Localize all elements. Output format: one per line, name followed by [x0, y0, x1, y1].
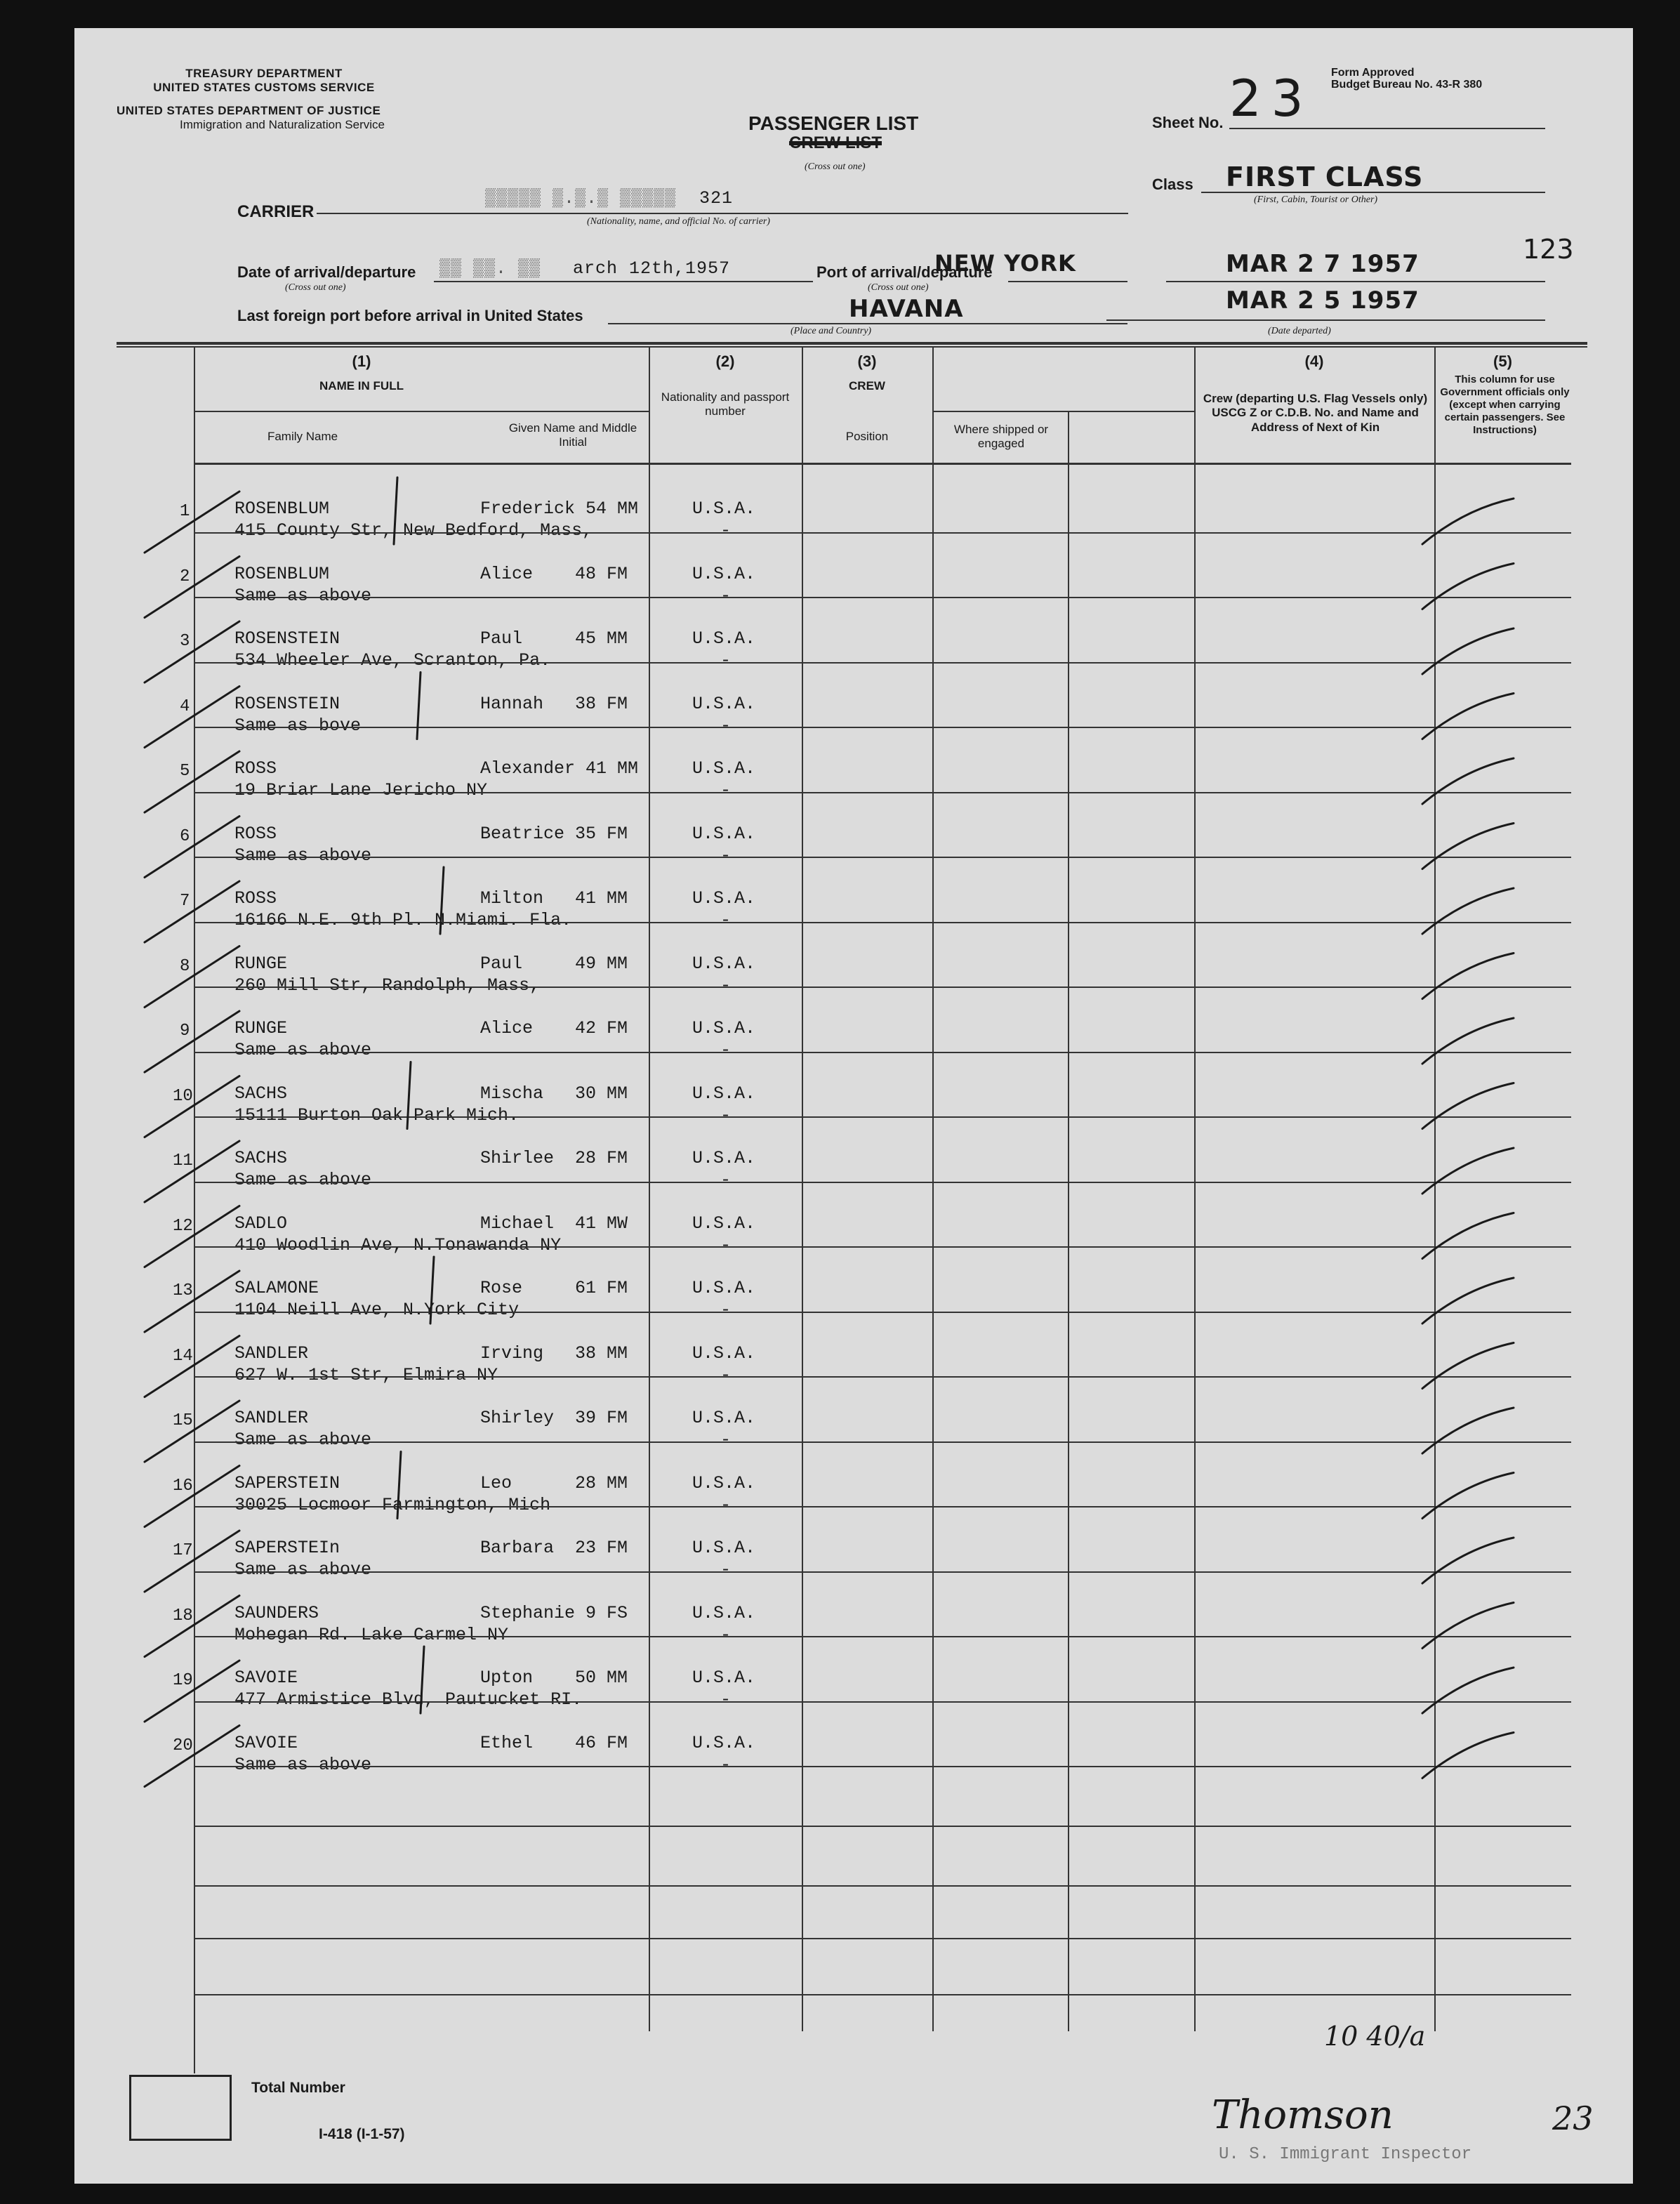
- row-number: 3: [180, 632, 190, 651]
- col1b-given-name: Given Name and Middle Initial: [508, 421, 637, 449]
- given-name-age-sex: Irving 38 MM: [480, 1342, 628, 1364]
- passport-dash: -: [720, 1689, 732, 1710]
- agency-line-3: UNITED STATES DEPARTMENT OF JUSTICE: [117, 104, 381, 117]
- nationality: U.S.A.: [692, 628, 756, 649]
- passport-dash: -: [720, 1624, 732, 1645]
- check-icon: [1422, 1733, 1514, 1779]
- given-name-age-sex: Milton 41 MM: [480, 888, 628, 909]
- nationality: U.S.A.: [692, 758, 756, 779]
- agency-line-4: Immigration and Naturalization Service: [180, 118, 385, 131]
- col3-number: (3): [857, 352, 877, 370]
- address: 627 W. 1st Str, Elmira NY: [234, 1364, 498, 1385]
- nationality: U.S.A.: [692, 1472, 756, 1493]
- form-number: I-418 (I-1-57): [319, 2126, 405, 2142]
- row-number: 8: [180, 956, 190, 976]
- col5-title: This column for use Government officials only (except when carrying certain passengers. See Instructions): [1440, 374, 1570, 436]
- given-name-age-sex: Frederick 54 MM: [480, 499, 639, 519]
- address: 16166 N.E. 9th Pl. N.Miami. Fla.: [234, 910, 572, 930]
- row-tick-mark: [145, 817, 239, 878]
- row-number: 15: [173, 1411, 193, 1430]
- divider-stroke: [394, 477, 397, 544]
- date-label: Date of arrival/departure: [237, 263, 416, 281]
- col2-title: Nationality and passport number: [661, 390, 790, 418]
- row-tick-mark: [145, 1401, 239, 1462]
- nationality: U.S.A.: [692, 563, 756, 584]
- given-name-age-sex: Leo 28 MM: [480, 1472, 628, 1493]
- row-number: 9: [180, 1022, 190, 1041]
- divider-stroke: [407, 1062, 411, 1129]
- row-tick-mark: [145, 1661, 239, 1722]
- given-name-age-sex: Michael 41 MW: [480, 1213, 628, 1234]
- nationality: U.S.A.: [692, 693, 756, 714]
- given-name-age-sex: Alexander 41 MM: [480, 758, 639, 779]
- family-name: SAVOIE: [234, 1732, 298, 1753]
- arrival-date: MAR 2 7 1957: [1226, 250, 1420, 278]
- col4-title: Crew (departing U.S. Flag Vessels only) USCG Z or C.D.B. No. and Name and Address of Next of Kin: [1203, 392, 1428, 434]
- row-number: 13: [173, 1281, 193, 1300]
- form-title-struck: CREW LIST: [789, 133, 882, 152]
- address: Same as above: [234, 1170, 372, 1190]
- address: Mohegan Rd. Lake Carmel NY: [234, 1624, 509, 1645]
- col5-number: (5): [1493, 352, 1512, 370]
- nationality: U.S.A.: [692, 1342, 756, 1364]
- check-icon: [1422, 1018, 1514, 1064]
- col2-number: (2): [715, 352, 735, 370]
- row-number: 12: [173, 1216, 193, 1236]
- check-icon: [1422, 628, 1514, 674]
- passport-dash: -: [720, 1430, 732, 1450]
- nationality: U.S.A.: [692, 1278, 756, 1298]
- handwriting-overlay: [74, 28, 1633, 2184]
- given-name-age-sex: Rose 61 FM: [480, 1278, 628, 1298]
- passport-dash: -: [720, 650, 732, 671]
- carrier-value: 321: [699, 188, 734, 209]
- row-tick-mark: [145, 1336, 239, 1397]
- check-icon: [1422, 1278, 1514, 1324]
- form-title: PASSENGER LIST: [748, 112, 919, 134]
- passport-dash: -: [720, 1559, 732, 1580]
- given-name-age-sex: Shirley 39 FM: [480, 1408, 628, 1428]
- carrier-label: CARRIER: [237, 202, 315, 221]
- passport-dash: -: [720, 780, 732, 800]
- departed-date: MAR 2 5 1957: [1226, 286, 1420, 315]
- row-tick-mark: [145, 1076, 239, 1137]
- passport-dash: -: [720, 1170, 732, 1190]
- row-tick-mark: [145, 1011, 239, 1072]
- address: Same as above: [234, 1559, 372, 1580]
- port-label: Port of arrival/departure: [816, 263, 993, 281]
- given-name-age-sex: Paul 45 MM: [480, 628, 628, 649]
- given-name-age-sex: Beatrice 35 FM: [480, 823, 628, 844]
- family-name: ROSENSTEIN: [234, 628, 340, 649]
- nationality: U.S.A.: [692, 499, 756, 519]
- cross-out-hint: (Cross out one): [805, 161, 866, 172]
- place-hint: (Place and Country): [791, 326, 872, 336]
- corner-note: 23: [1552, 2099, 1594, 2137]
- family-name: SANDLER: [234, 1342, 309, 1364]
- row-tick-mark: [145, 557, 239, 618]
- row-number: 7: [180, 892, 190, 911]
- check-icon: [1422, 1343, 1514, 1389]
- row-number: 2: [180, 567, 190, 586]
- nationality: U.S.A.: [692, 1602, 756, 1623]
- family-name: SACHS: [234, 1083, 288, 1104]
- address: 260 Mill Str, Randolph, Mass,: [234, 975, 541, 996]
- family-name: SALAMONE: [234, 1278, 319, 1298]
- sheet-label: Sheet No.: [1152, 114, 1224, 131]
- row-tick-mark: [145, 1596, 239, 1657]
- col1-title: NAME IN FULL: [319, 379, 404, 392]
- family-name: SAPERSTEIn: [234, 1538, 340, 1558]
- divider-stroke: [397, 1452, 401, 1519]
- class-label: Class: [1152, 176, 1193, 193]
- total-number-label: Total Number: [251, 2080, 345, 2096]
- address: Same as above: [234, 845, 372, 866]
- passport-dash: -: [720, 520, 732, 541]
- page-number: 123: [1523, 234, 1574, 265]
- address: 410 Woodlin Ave, N.Tonawanda NY: [234, 1234, 562, 1255]
- row-tick-mark: [145, 491, 239, 553]
- divider-stroke: [440, 867, 444, 934]
- sheet-number: 23: [1229, 69, 1314, 128]
- family-name: ROSS: [234, 823, 277, 844]
- carrier-redacted: ▒▒▒▒▒ ▒.▒.▒ ▒▒▒▒▒: [485, 188, 677, 209]
- address: Same as above: [234, 1754, 372, 1775]
- check-icon: [1422, 564, 1514, 609]
- check-icon: [1422, 499, 1514, 544]
- row-number: 11: [173, 1152, 193, 1170]
- address: 30025 Locmoor Farmington, Mich: [234, 1494, 551, 1515]
- col1-number: (1): [352, 352, 371, 370]
- row-number: 4: [180, 697, 190, 716]
- check-icon: [1422, 1408, 1514, 1453]
- nationality: U.S.A.: [692, 1018, 756, 1038]
- port-value: NEW YORK: [934, 250, 1076, 277]
- family-name: RUNGE: [234, 953, 288, 974]
- check-icon: [1422, 1668, 1514, 1713]
- col3a-position: Position: [845, 430, 889, 443]
- row-tick-mark: [145, 687, 239, 748]
- count-note: 10 40/a: [1324, 2021, 1426, 2052]
- check-icon: [1422, 1148, 1514, 1194]
- nationality: U.S.A.: [692, 1148, 756, 1168]
- given-name-age-sex: Alice 42 FM: [480, 1018, 628, 1038]
- given-name-age-sex: Alice 48 FM: [480, 563, 628, 584]
- passenger-list-form: [74, 28, 1633, 2184]
- family-name: ROSS: [234, 888, 277, 909]
- last-port-label: Last foreign port before arrival in United States: [237, 307, 583, 324]
- port-cross-hint: (Cross out one): [868, 282, 929, 293]
- passport-dash: -: [720, 1754, 732, 1775]
- family-name: SAUNDERS: [234, 1602, 319, 1623]
- family-name: ROSS: [234, 758, 277, 779]
- given-name-age-sex: Stephanie 9 FS: [480, 1602, 628, 1623]
- given-name-age-sex: Paul 49 MM: [480, 953, 628, 974]
- col3-title: CREW: [849, 379, 885, 392]
- nationality: U.S.A.: [692, 1732, 756, 1753]
- agency-line-1: TREASURY DEPARTMENT: [185, 67, 343, 80]
- given-name-age-sex: Upton 50 MM: [480, 1668, 628, 1688]
- address: Same as above: [234, 1040, 372, 1060]
- check-icon: [1422, 1603, 1514, 1649]
- nationality: U.S.A.: [692, 1538, 756, 1558]
- divider-stroke: [417, 673, 421, 739]
- family-name: SADLO: [234, 1213, 288, 1234]
- passport-dash: -: [720, 715, 732, 736]
- family-name: SAPERSTEIN: [234, 1472, 340, 1493]
- family-name: SANDLER: [234, 1408, 309, 1428]
- address: Same as bove: [234, 715, 362, 736]
- check-icon: [1422, 694, 1514, 739]
- address: 1104 Neill Ave, N.York City: [234, 1300, 520, 1320]
- row-tick-mark: [145, 1466, 239, 1527]
- passport-dash: -: [720, 1494, 732, 1515]
- nationality: U.S.A.: [692, 1668, 756, 1688]
- given-name-age-sex: Shirlee 28 FM: [480, 1148, 628, 1168]
- passport-dash: -: [720, 910, 732, 930]
- check-icon: [1422, 888, 1514, 934]
- nationality: U.S.A.: [692, 823, 756, 844]
- row-tick-mark: [145, 1726, 239, 1787]
- row-tick-mark: [145, 1271, 239, 1332]
- row-number: 1: [180, 502, 190, 521]
- row-number: 6: [180, 826, 190, 846]
- date-redacted: ▒▒ ▒▒. ▒▒: [439, 258, 541, 279]
- check-icon: [1422, 1213, 1514, 1259]
- row-tick-mark: [145, 621, 239, 682]
- given-name-age-sex: Mischa 30 MM: [480, 1083, 628, 1104]
- row-tick-mark: [145, 1206, 239, 1267]
- row-number: 19: [173, 1671, 193, 1690]
- row-number: 20: [173, 1736, 193, 1755]
- date-cross-hint: (Cross out one): [285, 282, 346, 293]
- passport-dash: -: [720, 1104, 732, 1126]
- family-name: ROSENBLUM: [234, 563, 330, 584]
- col3b-where-shipped: Where shipped or engaged: [953, 423, 1049, 451]
- row-number: 18: [173, 1606, 193, 1625]
- row-tick-mark: [145, 751, 239, 812]
- date-departed-hint: (Date departed): [1268, 326, 1331, 336]
- row-number: 16: [173, 1476, 193, 1496]
- row-number: 10: [173, 1086, 193, 1106]
- address: Same as above: [234, 1430, 372, 1450]
- address: 15111 Burton Oak Park Mich.: [234, 1104, 520, 1126]
- divider-stroke: [421, 1647, 424, 1713]
- row-tick-mark: [145, 946, 239, 1008]
- address: 534 Wheeler Ave, Scranton, Pa.: [234, 650, 551, 671]
- budget-bureau: Budget Bureau No. 43-R 380: [1331, 79, 1483, 91]
- col1a-family-name: Family Name: [267, 430, 338, 443]
- class-hint: (First, Cabin, Tourist or Other): [1254, 194, 1378, 205]
- passport-dash: -: [720, 1300, 732, 1320]
- form-approved: Form Approved: [1331, 67, 1415, 79]
- last-port-value: HAVANA: [849, 295, 964, 323]
- given-name-age-sex: Barbara 23 FM: [480, 1538, 628, 1558]
- family-name: RUNGE: [234, 1018, 288, 1038]
- passport-dash: -: [720, 1234, 732, 1255]
- nationality: U.S.A.: [692, 953, 756, 974]
- check-icon: [1422, 758, 1514, 804]
- passport-dash: -: [720, 1040, 732, 1060]
- row-number: 17: [173, 1541, 193, 1560]
- inspector-signature: Thomson: [1212, 2092, 1394, 2138]
- address: Same as above: [234, 585, 372, 606]
- nationality: U.S.A.: [692, 1083, 756, 1104]
- passport-dash: -: [720, 845, 732, 866]
- family-name: ROSENSTEIN: [234, 693, 340, 714]
- nationality: U.S.A.: [692, 1408, 756, 1428]
- carrier-hint: (Nationality, name, and official No. of carrier): [587, 216, 770, 227]
- family-name: SACHS: [234, 1148, 288, 1168]
- given-name-age-sex: Ethel 46 FM: [480, 1732, 628, 1753]
- row-tick-mark: [145, 881, 239, 942]
- date-value: arch 12th,1957: [573, 258, 731, 279]
- nationality: U.S.A.: [692, 888, 756, 909]
- total-number-box: [129, 2075, 232, 2141]
- address: 477 Armistice Blvd, Pautucket RI.: [234, 1689, 583, 1710]
- passport-dash: -: [720, 585, 732, 606]
- row-tick-mark: [145, 1141, 239, 1202]
- passport-dash: -: [720, 1364, 732, 1385]
- col4-number: (4): [1304, 352, 1324, 370]
- address: 19 Briar Lane Jericho NY: [234, 780, 488, 800]
- row-number: 14: [173, 1346, 193, 1366]
- inspector-label: U. S. Immigrant Inspector: [1219, 2145, 1472, 2164]
- row-number: 5: [180, 762, 190, 781]
- family-name: ROSENBLUM: [234, 499, 330, 519]
- passport-dash: -: [720, 975, 732, 996]
- row-tick-mark: [145, 1531, 239, 1592]
- divider-stroke: [430, 1257, 434, 1324]
- agency-line-2: UNITED STATES CUSTOMS SERVICE: [153, 81, 375, 94]
- check-icon: [1422, 1083, 1514, 1129]
- address: 415 County Str, New Bedford, Mass,: [234, 520, 593, 541]
- check-icon: [1422, 824, 1514, 869]
- check-icon: [1422, 1538, 1514, 1583]
- nationality: U.S.A.: [692, 1213, 756, 1234]
- class-value: FIRST CLASS: [1226, 161, 1424, 192]
- given-name-age-sex: Hannah 38 FM: [480, 693, 628, 714]
- family-name: SAVOIE: [234, 1668, 298, 1688]
- check-icon: [1422, 953, 1514, 999]
- check-icon: [1422, 1473, 1514, 1519]
